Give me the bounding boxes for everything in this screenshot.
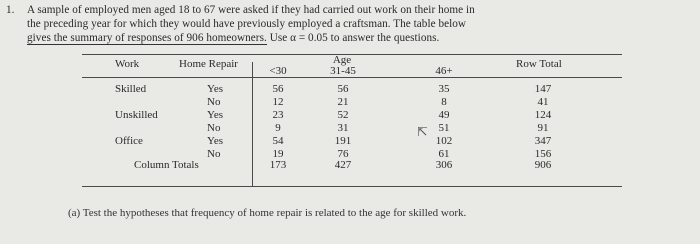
home-repair-label: Yes [207,83,224,95]
home-repair-label: Yes [207,109,224,121]
part-a-question: (a) Test the hypotheses that frequency of home repair is related to the age for skilled work. [68,207,467,219]
row-total-cell: 347 [534,135,552,147]
row-total-cell: 124 [534,109,552,121]
table-cell: 12 [272,96,284,108]
table-cell: 51 [438,122,450,134]
responses-table [82,54,622,187]
header-age: Age [332,54,352,66]
table-cell: 102 [435,135,453,147]
question-text [6,3,666,45]
table-cell: 49 [438,109,450,121]
table-cell: 61 [438,148,450,160]
table-cell: 9 [275,122,281,134]
question-line-3 [27,31,666,45]
table-cell: 31 [337,122,349,134]
table-cell: 8 [441,96,447,108]
row-total-cell: 147 [534,83,552,95]
table-bottom-rule [82,186,622,187]
column-total-cell: 306 [435,159,453,171]
question-number: 1. [6,4,15,16]
row-total-cell: 156 [534,148,552,160]
table-cell: 56 [272,83,284,95]
column-total-cell: 173 [269,159,287,171]
work-group-label: Unskilled [115,109,158,121]
header-work: Work [115,58,140,70]
home-repair-label: No [207,148,221,160]
age-column-divider [252,62,253,187]
home-repair-label: No [207,96,221,108]
home-repair-label: Yes [207,135,224,147]
header-age-under-30: <30 [269,65,287,77]
header-age-46-plus: 46+ [435,65,453,77]
table-cell: 76 [337,148,349,160]
table-cell: 35 [438,83,450,95]
question-line-3-rest: Use α = 0.05 to answer the questions. [266,32,440,44]
question-line-1: A sample of employed men aged 18 to 67 were asked if they had carried out work on their home in [27,4,475,16]
table-cell: 191 [334,135,352,147]
row-total-cell: 91 [537,122,549,134]
table-cell: 21 [337,96,349,108]
table-cell: 23 [272,109,284,121]
question-line-3-underlined: gives the summary of responses of 906 homeowners. [27,32,267,44]
question-line-2: the preceding year for which they would have previously employed a craftsman. The table below [27,18,467,30]
work-group-label: Office [115,135,143,147]
table-cell: 54 [272,135,284,147]
mouse-cursor-icon: ⇱ [417,124,428,139]
table-cell: 52 [337,109,349,121]
table-header-rule [82,77,622,78]
column-totals-label: Column Totals [134,159,199,171]
header-home-repair: Home Repair [179,58,238,70]
home-repair-label: No [207,122,221,134]
table-cell: 56 [337,83,349,95]
header-row-total: Row Total [516,58,562,70]
column-total-cell: 427 [334,159,352,171]
header-age-31-45: 31-45 [330,65,356,77]
work-group-label: Skilled [115,83,147,95]
table-cell: 19 [272,148,284,160]
row-total-cell: 41 [537,96,549,108]
grand-total-cell: 906 [534,159,552,171]
